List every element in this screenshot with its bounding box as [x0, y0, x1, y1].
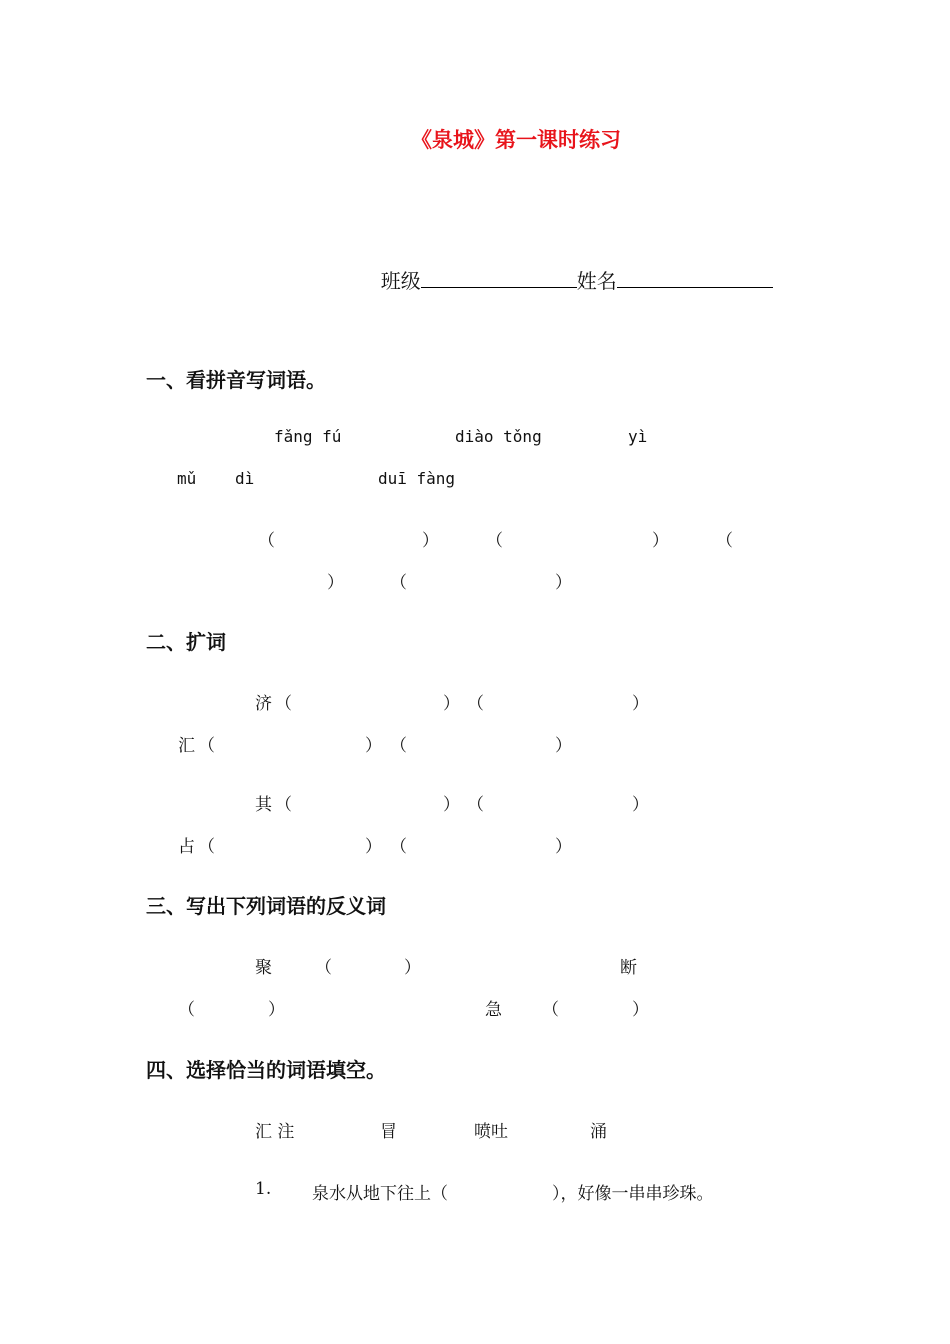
- word-option: 汇 注: [255, 1122, 295, 1142]
- paren-open: （: [467, 795, 484, 815]
- paren-open: （: [716, 531, 733, 551]
- answer-blank[interactable]: [466, 1179, 546, 1199]
- answer-blank[interactable]: [408, 568, 548, 588]
- pinyin-1: fǎng fú: [274, 427, 342, 446]
- paren-close: ）: [443, 694, 460, 714]
- paren-open: （: [275, 694, 292, 714]
- word-option: 喷吐: [474, 1122, 508, 1142]
- paren-close: ）: [365, 837, 382, 857]
- paren-open: （: [486, 531, 503, 551]
- section-3-heading: 三、写出下列词语的反义词: [146, 894, 386, 918]
- word-option: 冒: [380, 1122, 397, 1142]
- antonym-word-ju: 聚: [255, 958, 272, 978]
- page-title: 《泉城》第一课时练习: [411, 127, 621, 152]
- paren-close: ）: [422, 531, 439, 551]
- answer-blank[interactable]: [504, 526, 644, 546]
- expand-char-zhan: 占: [178, 837, 195, 857]
- pinyin-4: mǔ: [177, 469, 197, 488]
- antonym-word-duan: 断: [620, 958, 637, 978]
- paren-close: ）: [327, 573, 344, 593]
- paren-close: ）: [652, 531, 669, 551]
- name-label: 姓名: [576, 269, 617, 293]
- class-label: 班级: [380, 269, 421, 293]
- pinyin-3: yì: [628, 427, 648, 446]
- name-blank[interactable]: [617, 269, 773, 288]
- paren-open: （: [390, 736, 407, 756]
- paren-close: ）: [268, 1000, 285, 1020]
- paren-close: ）: [632, 795, 649, 815]
- expand-char-qi: 其: [255, 795, 272, 815]
- paren-open: （: [315, 958, 332, 978]
- paren-close: ）: [365, 736, 382, 756]
- paren-close: ）: [404, 958, 421, 978]
- question-text-before: 泉水从地下往上（: [312, 1184, 448, 1204]
- answer-blank[interactable]: [276, 526, 416, 546]
- question-number: 1.: [255, 1179, 272, 1199]
- paren-open: （: [275, 795, 292, 815]
- section-2-heading: 二、扩词: [146, 630, 226, 654]
- paren-close: ）: [555, 736, 572, 756]
- paren-close: ）: [632, 694, 649, 714]
- paren-open: （: [258, 531, 275, 551]
- pinyin-2: diào tǒng: [455, 427, 542, 446]
- class-name-row: [368, 241, 773, 294]
- paren-open: （: [467, 694, 484, 714]
- paren-open: （: [390, 837, 407, 857]
- expand-char-hui: 汇: [178, 736, 195, 756]
- word-option: 涌: [590, 1122, 607, 1142]
- question-text-after: ），好像一串串珍珠。: [552, 1184, 714, 1204]
- paren-open: （: [198, 736, 215, 756]
- class-blank[interactable]: [421, 269, 577, 288]
- pinyin-5: dì: [235, 469, 255, 488]
- paren-open: （: [390, 573, 407, 593]
- paren-close: ）: [555, 573, 572, 593]
- paren-close: ）: [632, 1000, 649, 1020]
- expand-char-ji: 济: [255, 694, 272, 714]
- antonym-word-ji: 急: [485, 1000, 502, 1020]
- paren-open: （: [198, 837, 215, 857]
- paren-open: （: [542, 1000, 559, 1020]
- paren-close: ）: [555, 837, 572, 857]
- section-1-heading: 一、看拼音写词语。: [146, 368, 326, 392]
- pinyin-6: duī fàng: [378, 469, 456, 488]
- section-4-heading: 四、选择恰当的词语填空。: [146, 1058, 386, 1082]
- paren-open: （: [178, 1000, 195, 1020]
- paren-close: ）: [443, 795, 460, 815]
